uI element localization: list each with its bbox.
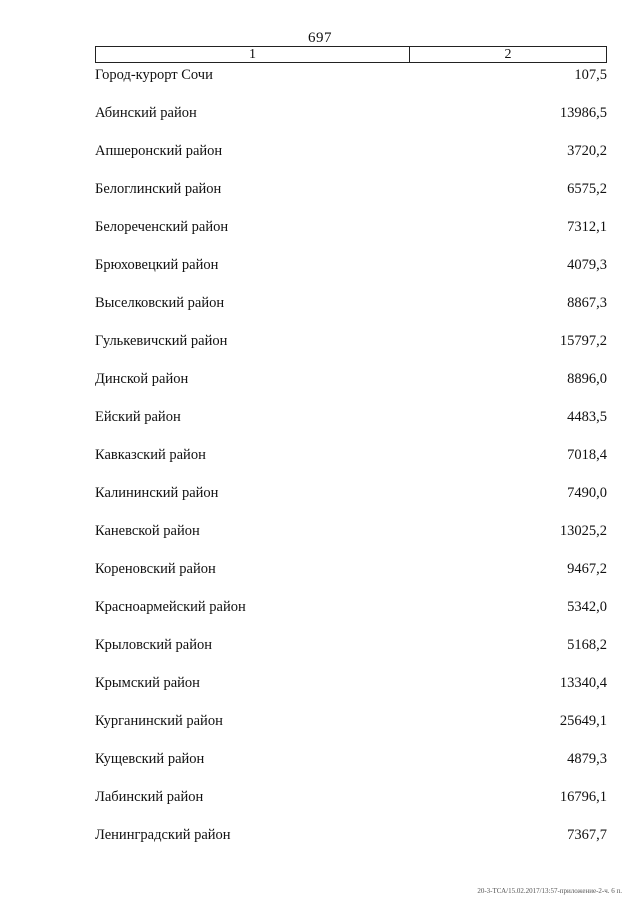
district-name: Каневской район — [95, 523, 200, 539]
district-value: 107,5 — [574, 67, 607, 83]
district-name: Апшеронский район — [95, 143, 223, 159]
district-name: Выселковский район — [95, 295, 225, 311]
district-name: Калининский район — [95, 485, 219, 501]
district-name: Крыловский район — [95, 637, 212, 653]
column-2-header: 2 — [504, 47, 512, 62]
page-number: 697 — [308, 30, 332, 46]
district-name: Белоглинский район — [95, 181, 222, 197]
table-row — [95, 784, 607, 822]
district-value: 4483,5 — [567, 409, 607, 425]
document-footer: 20-3-ТСА/15.02.2017/13:57-приложение-2-ч. 6 п. — [477, 887, 622, 895]
district-value: 3720,2 — [567, 143, 607, 159]
district-name: Брюховецкий район — [95, 257, 219, 273]
table-row — [95, 138, 607, 176]
district-value: 13025,2 — [559, 523, 607, 539]
table-row — [95, 594, 607, 632]
table-row — [95, 366, 607, 404]
table-row — [95, 708, 607, 746]
district-name: Кущевский район — [95, 751, 205, 767]
column-1-header: 1 — [96, 47, 410, 62]
district-name: Курганинский район — [95, 713, 223, 729]
district-value: 5342,0 — [567, 599, 607, 615]
district-name: Ленинградский район — [95, 827, 231, 843]
district-value: 8896,0 — [567, 371, 607, 387]
district-value: 7312,1 — [567, 219, 607, 235]
table-row — [95, 328, 607, 366]
district-value: 13986,5 — [559, 105, 607, 121]
district-value: 7018,4 — [567, 447, 607, 463]
table-row — [95, 100, 607, 138]
district-value: 25649,1 — [559, 713, 607, 729]
district-name: Ейский район — [95, 409, 181, 425]
table-body — [95, 62, 607, 860]
district-value: 8867,3 — [567, 295, 607, 311]
table-row — [95, 62, 607, 100]
district-name: Красноармейский район — [95, 599, 246, 615]
district-name: Кавказский район — [95, 447, 206, 463]
district-value: 5168,2 — [567, 637, 607, 653]
table-row — [95, 822, 607, 860]
district-name: Кореновский район — [95, 561, 216, 577]
table-row — [95, 670, 607, 708]
table-row — [95, 290, 607, 328]
table-row — [95, 632, 607, 670]
district-value: 7490,0 — [567, 485, 607, 501]
table-row — [95, 252, 607, 290]
district-name: Крымский район — [95, 675, 200, 691]
district-value: 13340,4 — [559, 675, 607, 691]
district-value: 16796,1 — [559, 789, 607, 805]
district-name: Лабинский район — [95, 789, 204, 805]
table-column-header — [95, 46, 607, 63]
table-row — [95, 746, 607, 784]
district-value: 6575,2 — [567, 181, 607, 197]
district-name: Гулькевичский район — [95, 333, 228, 349]
district-name: Город-курорт Сочи — [95, 67, 213, 83]
district-name: Абинский район — [95, 105, 197, 121]
district-name: Динской район — [95, 371, 189, 387]
table-row — [95, 518, 607, 556]
table-row — [95, 480, 607, 518]
table-row — [95, 404, 607, 442]
district-value: 4079,3 — [567, 257, 607, 273]
table-row — [95, 556, 607, 594]
district-value: 4879,3 — [567, 751, 607, 767]
district-value: 9467,2 — [567, 561, 607, 577]
table-row — [95, 214, 607, 252]
district-value: 15797,2 — [559, 333, 607, 349]
table-row — [95, 442, 607, 480]
table-row — [95, 176, 607, 214]
district-value: 7367,7 — [567, 827, 607, 843]
district-name: Белореченский район — [95, 219, 229, 235]
